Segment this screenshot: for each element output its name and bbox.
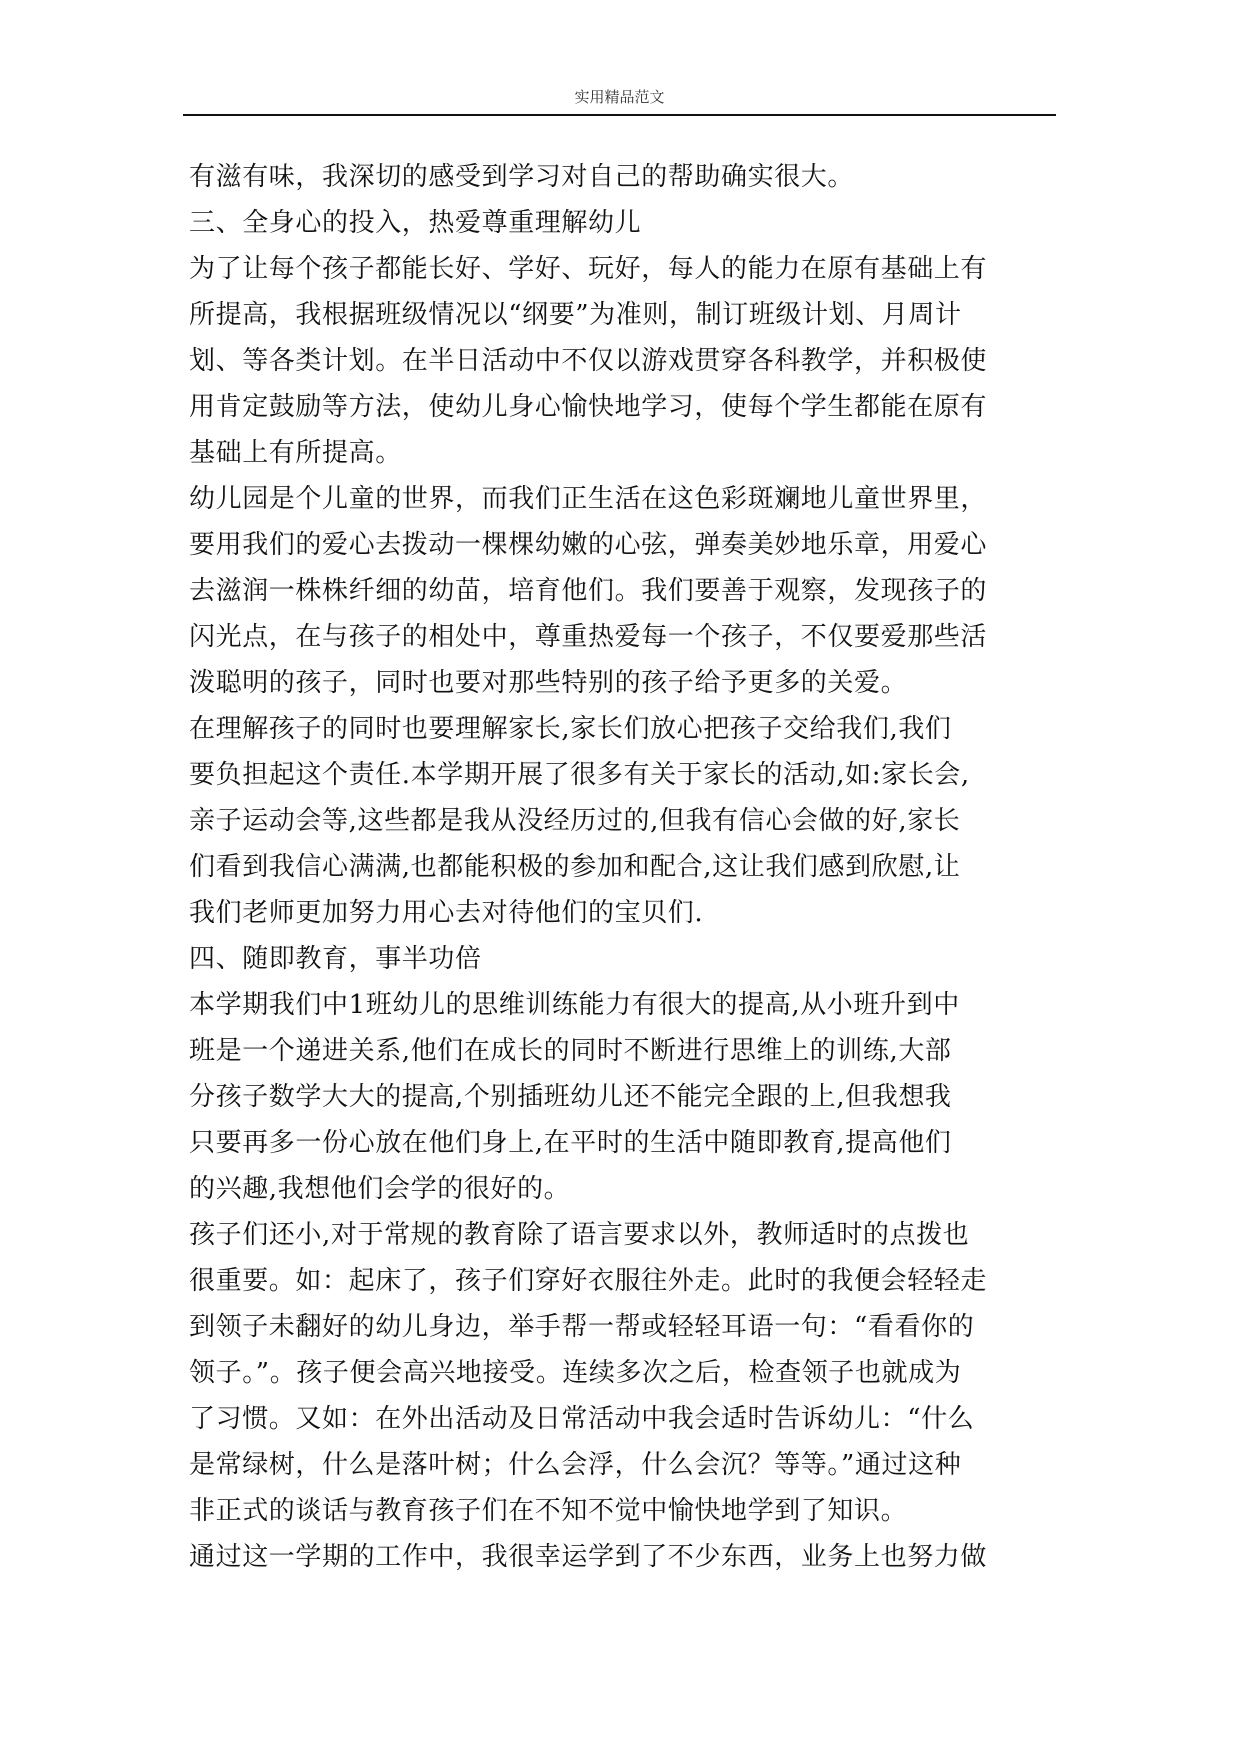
text-line: 是常绿树，什么是落叶树；什么会浮，什么会沉？等等。”通过这种 xyxy=(189,1450,962,1480)
page-header-title: 实用精品范文 xyxy=(574,88,665,106)
text-line: 很重要。如：起床了，孩子们穿好衣服往外走。此时的我便会轻轻走 xyxy=(189,1266,988,1296)
text-line: 三、全身心的投入，热爱尊重理解幼儿 xyxy=(189,208,642,238)
text-line: 我们老师更加努力用心去对待他们的宝贝们. xyxy=(189,898,704,928)
text-line: 基础上有所提高。 xyxy=(189,438,402,468)
text-line: 划、等各类计划。在半日活动中不仅以游戏贯穿各科教学，并积极使 xyxy=(189,346,988,376)
text-line: 只要再多一份心放在他们身上,在平时的生活中随即教育,提高他们 xyxy=(189,1128,952,1158)
text-line: 泼聪明的孩子，同时也要对那些特别的孩子给予更多的关爱。 xyxy=(189,668,908,698)
text-line: 通过这一学期的工作中，我很幸运学到了不少东西，业务上也努力做 xyxy=(189,1542,988,1572)
text-line: 在理解孩子的同时也要理解家长,家长们放心把孩子交给我们,我们 xyxy=(189,714,952,744)
text-line: 幼儿园是个儿童的世界，而我们正生活在这色彩斑斓地儿童世界里， xyxy=(189,484,988,514)
text-line: 的兴趣,我想他们会学的很好的。 xyxy=(189,1174,571,1204)
text-line: 亲子运动会等,这些都是我从没经历过的,但我有信心会做的好,家长 xyxy=(189,806,961,836)
text-line: 本学期我们中1班幼儿的思维训练能力有很大的提高,从小班升到中 xyxy=(189,990,960,1020)
text-line: 为了让每个孩子都能长好、学好、玩好，每人的能力在原有基础上有 xyxy=(189,254,988,284)
text-line: 们看到我信心满满,也都能积极的参加和配合,这让我们感到欣慰,让 xyxy=(189,852,961,882)
text-line: 分孩子数学大大的提高,个别插班幼儿还不能完全跟的上,但我想我 xyxy=(189,1082,952,1112)
text-line: 去滋润一株株纤细的幼苗，培育他们。我们要善于观察，发现孩子的 xyxy=(189,576,988,606)
text-line: 了习惯。又如：在外出活动及日常活动中我会适时告诉幼儿：“什么 xyxy=(189,1404,975,1434)
document-body xyxy=(189,154,1069,1580)
text-line: 闪光点，在与孩子的相处中，尊重热爱每一个孩子，不仅要爱那些活 xyxy=(189,622,988,652)
text-line: 有滋有味，我深切的感受到学习对自己的帮助确实很大。 xyxy=(189,162,855,192)
header-divider xyxy=(183,114,1056,116)
text-line: 非正式的谈话与教育孩子们在不知不觉中愉快地学到了知识。 xyxy=(189,1496,908,1526)
text-line: 到领子未翻好的幼儿身边，举手帮一帮或轻轻耳语一句：“看看你的 xyxy=(189,1312,975,1342)
text-line: 班是一个递进关系,他们在成长的同时不断进行思维上的训练,大部 xyxy=(189,1036,952,1066)
text-line: 所提高，我根据班级情况以“纲要”为准则，制订班级计划、月周计 xyxy=(189,300,962,330)
text-line: 要用我们的爱心去拨动一棵棵幼嫩的心弦，弹奏美妙地乐章，用爱心 xyxy=(189,530,988,560)
text-line: 孩子们还小,对于常规的教育除了语言要求以外，教师适时的点拨也 xyxy=(189,1220,970,1250)
text-line: 四、随即教育，事半功倍 xyxy=(189,944,482,974)
text-line: 要负担起这个责任.本学期开展了很多有关于家长的活动,如:家长会, xyxy=(189,760,970,790)
text-line: 用肯定鼓励等方法，使幼儿身心愉快地学习，使每个学生都能在原有 xyxy=(189,392,988,422)
text-line: 领子。”。孩子便会高兴地接受。连续多次之后，检查领子也就成为 xyxy=(189,1358,962,1388)
